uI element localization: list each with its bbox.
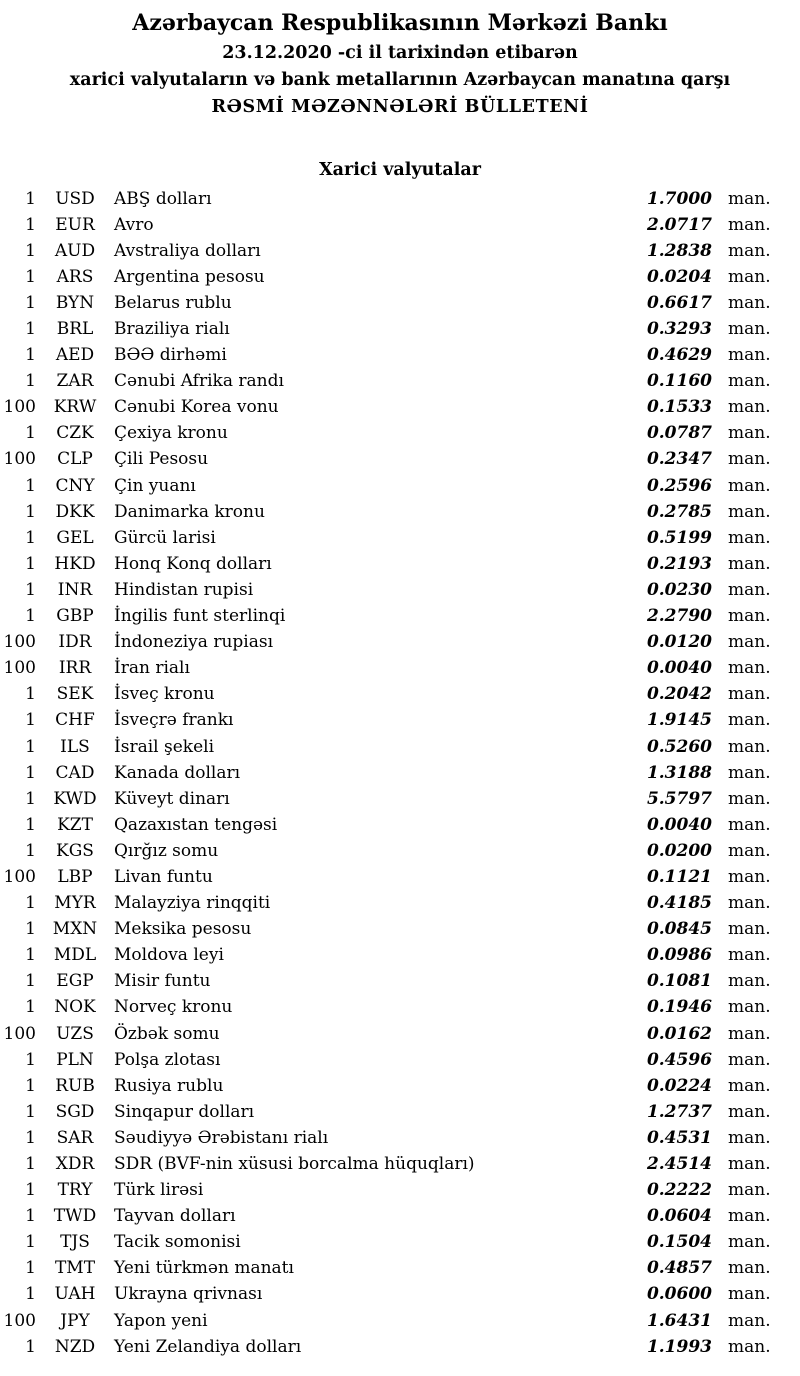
currency-quantity: 100 — [3, 449, 36, 470]
currency-name: Belarus rublu — [114, 292, 232, 313]
currency-name: Kanada dolları — [114, 762, 241, 783]
rate-unit-label: man. — [728, 814, 771, 835]
currency-quantity: 1 — [25, 501, 36, 522]
currency-code: MDL — [53, 945, 97, 966]
rate-row-myr — [0, 891, 772, 917]
rate-value: 0.4857 — [646, 1258, 712, 1279]
currency-quantity: 1 — [25, 606, 36, 627]
currency-quantity: 100 — [3, 658, 36, 679]
rate-unit-label: man. — [728, 1336, 771, 1357]
rate-row-inr — [0, 577, 772, 603]
currency-name: Tacik somonisi — [114, 1232, 241, 1253]
currency-code: KWD — [53, 788, 97, 809]
rate-value: 1.1993 — [646, 1336, 712, 1357]
rate-value: 0.4629 — [646, 345, 712, 366]
rate-row-kzt — [0, 812, 772, 838]
rate-value: 1.6431 — [646, 1310, 712, 1331]
rate-row-jpy — [0, 1308, 772, 1334]
rate-unit-label: man. — [728, 1232, 771, 1253]
rate-value: 5.5797 — [646, 788, 712, 809]
rate-value: 0.1533 — [646, 397, 712, 418]
currency-code: TRY — [57, 1180, 93, 1201]
rate-value: 0.0040 — [646, 658, 712, 679]
currency-name: Səudiyyə Ərəbistanı rialı — [114, 1127, 329, 1148]
currency-code: GEL — [56, 527, 94, 548]
page-title: Azərbaycan Respublikasının Mərkəzi Bankı — [132, 10, 668, 36]
currency-quantity: 1 — [25, 814, 36, 835]
rate-row-mxn — [0, 917, 772, 943]
currency-name: Çili Pesosu — [114, 449, 209, 470]
rate-unit-label: man. — [728, 553, 771, 574]
rate-row-kgs — [0, 838, 772, 864]
currency-code: RUB — [55, 1075, 95, 1096]
currency-quantity: 1 — [25, 527, 36, 548]
currency-code: EUR — [55, 214, 95, 235]
rate-row-sgd — [0, 1099, 772, 1125]
currency-quantity: 1 — [25, 997, 36, 1018]
rate-unit-label: man. — [728, 1154, 771, 1175]
rate-value: 0.1081 — [646, 971, 712, 992]
currency-quantity: 1 — [25, 1284, 36, 1305]
currency-code: EGP — [56, 971, 94, 992]
rate-unit-label: man. — [728, 840, 771, 861]
rate-value: 0.0604 — [646, 1206, 712, 1227]
currency-quantity: 1 — [25, 1154, 36, 1175]
rate-unit-label: man. — [728, 1206, 771, 1227]
currency-name: Misir funtu — [114, 971, 211, 992]
currency-code: USD — [55, 188, 95, 209]
currency-code: GBP — [56, 606, 94, 627]
currency-code: KRW — [53, 397, 97, 418]
rate-value: 0.2785 — [646, 501, 712, 522]
currency-quantity: 1 — [25, 1258, 36, 1279]
rate-unit-label: man. — [728, 736, 771, 757]
rate-row-irr — [0, 656, 772, 682]
rate-row-hkd — [0, 551, 772, 577]
currency-code: SAR — [56, 1127, 94, 1148]
currency-code: CHF — [55, 710, 95, 731]
rate-value: 0.0162 — [646, 1023, 712, 1044]
currency-quantity: 1 — [25, 971, 36, 992]
rate-row-tmt — [0, 1256, 772, 1282]
rate-unit-label: man. — [728, 1258, 771, 1279]
rate-value: 2.4514 — [646, 1154, 712, 1175]
rate-value: 2.0717 — [646, 214, 712, 235]
rate-row-byn — [0, 290, 772, 316]
effective-date-line: 23.12.2020 -ci il tarixindən etibarən — [222, 43, 578, 63]
rate-value: 0.2193 — [646, 553, 712, 574]
rate-row-aed — [0, 343, 772, 369]
currency-quantity: 100 — [3, 632, 36, 653]
rate-value: 0.1160 — [646, 371, 712, 392]
currency-code: CAD — [55, 762, 95, 783]
currency-name: Polşa zlotası — [114, 1049, 221, 1070]
rate-row-gbp — [0, 604, 772, 630]
currency-name: İsveç kronu — [114, 684, 215, 705]
currency-quantity: 1 — [25, 762, 36, 783]
rate-unit-label: man. — [728, 866, 771, 887]
currency-name: Cənubi Korea vonu — [114, 397, 279, 418]
rate-row-kwd — [0, 786, 772, 812]
currency-quantity: 1 — [25, 919, 36, 940]
rate-row-chf — [0, 708, 772, 734]
rate-unit-label: man. — [728, 292, 771, 313]
currency-name: Türk lirəsi — [114, 1180, 204, 1201]
currency-name: SDR (BVF-nin xüsusi borcalma hüquqları) — [114, 1154, 475, 1175]
currency-code: XDR — [55, 1154, 95, 1175]
rate-value: 0.0224 — [646, 1075, 712, 1096]
rate-value: 0.0787 — [646, 423, 712, 444]
rate-unit-label: man. — [728, 919, 771, 940]
currency-name: Argentina pesosu — [114, 266, 265, 287]
currency-quantity: 1 — [25, 423, 36, 444]
currency-quantity: 1 — [25, 292, 36, 313]
rate-row-mdl — [0, 943, 772, 969]
rate-unit-label: man. — [728, 632, 771, 653]
currency-name: Honq Konq dolları — [114, 553, 272, 574]
currency-name: Sinqapur dolları — [114, 1101, 255, 1122]
currency-name: Tayvan dolları — [114, 1206, 236, 1227]
rate-row-dkk — [0, 499, 772, 525]
currency-name: Malayziya rinqqiti — [114, 893, 271, 914]
currency-quantity: 1 — [25, 710, 36, 731]
currency-quantity: 1 — [25, 345, 36, 366]
rate-unit-label: man. — [728, 1049, 771, 1070]
currency-code: AED — [55, 345, 95, 366]
rate-value: 0.2347 — [646, 449, 712, 470]
currency-code: MYR — [54, 893, 96, 914]
currency-name: Yeni türkmən manatı — [114, 1258, 294, 1279]
currency-quantity: 1 — [25, 736, 36, 757]
rate-unit-label: man. — [728, 397, 771, 418]
currency-code: JPY — [60, 1310, 90, 1331]
rate-value: 0.5199 — [646, 527, 712, 548]
currency-name: Livan funtu — [114, 866, 213, 887]
currency-quantity: 1 — [25, 553, 36, 574]
currency-name: Danimarka kronu — [114, 501, 265, 522]
currency-code: TMT — [54, 1258, 96, 1279]
rate-value: 1.3188 — [646, 762, 712, 783]
rate-value: 0.0845 — [646, 919, 712, 940]
currency-code: TWD — [53, 1206, 97, 1227]
currency-name: Ukrayna qrivnası — [114, 1284, 263, 1305]
currency-quantity: 1 — [25, 1049, 36, 1070]
rate-row-pln — [0, 1047, 772, 1073]
currency-quantity: 1 — [25, 1075, 36, 1096]
currency-quantity: 1 — [25, 1180, 36, 1201]
rate-unit-label: man. — [728, 527, 771, 548]
currency-code: NOK — [54, 997, 96, 1018]
currency-quantity: 1 — [25, 1232, 36, 1253]
rate-row-cad — [0, 760, 772, 786]
rate-unit-label: man. — [728, 945, 771, 966]
rate-unit-label: man. — [728, 1023, 771, 1044]
rate-row-twd — [0, 1204, 772, 1230]
rate-unit-label: man. — [728, 1127, 771, 1148]
rate-row-xdr — [0, 1151, 772, 1177]
rate-row-eur — [0, 212, 772, 238]
currency-name: Yapon yeni — [114, 1310, 208, 1331]
rate-value: 1.2838 — [646, 240, 712, 261]
currency-name: Küveyt dinarı — [114, 788, 230, 809]
currency-name: İsveçrə frankı — [114, 710, 234, 731]
rate-row-czk — [0, 421, 772, 447]
currency-quantity: 1 — [25, 579, 36, 600]
rate-value: 1.7000 — [646, 188, 712, 209]
currency-quantity: 1 — [25, 266, 36, 287]
rate-unit-label: man. — [728, 188, 771, 209]
section-title-foreign-currencies: Xarici valyutalar — [319, 160, 481, 180]
rate-unit-label: man. — [728, 423, 771, 444]
rate-value: 0.4596 — [646, 1049, 712, 1070]
currency-code: BYN — [55, 292, 95, 313]
rate-unit-label: man. — [728, 1101, 771, 1122]
rate-value: 0.6617 — [646, 292, 712, 313]
rate-unit-label: man. — [728, 240, 771, 261]
currency-name: BƏƏ dirhəmi — [114, 345, 227, 366]
currency-quantity: 100 — [3, 1023, 36, 1044]
rate-row-krw — [0, 395, 772, 421]
rate-value: 0.1946 — [646, 997, 712, 1018]
rate-unit-label: man. — [728, 1310, 771, 1331]
currency-name: ABŞ dolları — [114, 188, 212, 209]
subtitle-line: xarici valyutaların və bank metallarının Azərbaycan manatına qarşı — [69, 70, 731, 90]
currency-code: UZS — [56, 1023, 94, 1044]
rate-row-uzs — [0, 1021, 772, 1047]
currency-name: Qazaxıstan tengəsi — [114, 814, 278, 835]
rate-row-cny — [0, 473, 772, 499]
currency-code: HKD — [54, 553, 96, 574]
rate-value: 0.2042 — [646, 684, 712, 705]
currency-name: İngilis funt sterlinqi — [114, 606, 286, 627]
rate-row-gel — [0, 525, 772, 551]
currency-name: Avstraliya dolları — [114, 240, 261, 261]
currency-name: Çexiya kronu — [114, 423, 228, 444]
bulletin-title: RƏSMİ MƏZƏNNƏLƏRİ BÜLLETENİ — [211, 97, 589, 117]
rate-unit-label: man. — [728, 710, 771, 731]
currency-quantity: 100 — [3, 397, 36, 418]
rate-row-sar — [0, 1125, 772, 1151]
currency-code: UAH — [54, 1284, 96, 1305]
currency-quantity: 100 — [3, 1310, 36, 1331]
currency-quantity: 1 — [25, 188, 36, 209]
currency-code: SEK — [56, 684, 94, 705]
currency-name: Çin yuanı — [114, 475, 196, 496]
currency-quantity: 100 — [3, 866, 36, 887]
rate-unit-label: man. — [728, 319, 771, 340]
currency-code: IRR — [58, 658, 92, 679]
rate-unit-label: man. — [728, 345, 771, 366]
currency-name: Cənubi Afrika randı — [114, 371, 284, 392]
rate-unit-label: man. — [728, 501, 771, 522]
rate-row-uah — [0, 1282, 772, 1308]
currency-code: NZD — [54, 1336, 96, 1357]
currency-name: Yeni Zelandiya dolları — [114, 1336, 302, 1357]
currency-quantity: 1 — [25, 1127, 36, 1148]
currency-quantity: 1 — [25, 684, 36, 705]
currency-quantity: 1 — [25, 319, 36, 340]
rate-unit-label: man. — [728, 371, 771, 392]
currency-quantity: 1 — [25, 788, 36, 809]
currency-code: CLP — [57, 449, 93, 470]
rate-row-try — [0, 1178, 772, 1204]
rate-unit-label: man. — [728, 1284, 771, 1305]
currency-quantity: 1 — [25, 1336, 36, 1357]
rate-unit-label: man. — [728, 606, 771, 627]
rate-row-ils — [0, 734, 772, 760]
rate-value: 0.1504 — [646, 1232, 712, 1253]
rate-value: 0.5260 — [646, 736, 712, 757]
rate-unit-label: man. — [728, 762, 771, 783]
currency-name: İran rialı — [114, 658, 190, 679]
rate-row-clp — [0, 447, 772, 473]
rate-value: 0.4531 — [646, 1127, 712, 1148]
currency-name: İsrail şekeli — [114, 736, 214, 757]
currency-code: ARS — [56, 266, 94, 287]
currency-name: Özbək somu — [114, 1023, 220, 1044]
currency-quantity: 1 — [25, 214, 36, 235]
currency-name: Norveç kronu — [114, 997, 233, 1018]
rate-row-lbp — [0, 864, 772, 890]
currency-name: Hindistan rupisi — [114, 579, 254, 600]
rate-value: 0.0986 — [646, 945, 712, 966]
rate-unit-label: man. — [728, 893, 771, 914]
rate-row-tjs — [0, 1230, 772, 1256]
currency-code: MXN — [52, 919, 98, 940]
currency-name: Braziliya rialı — [114, 319, 230, 340]
rate-value: 0.0120 — [646, 632, 712, 653]
currency-code: CZK — [56, 423, 94, 444]
rate-unit-label: man. — [728, 658, 771, 679]
currency-quantity: 1 — [25, 240, 36, 261]
currency-code: KZT — [57, 814, 93, 835]
currency-code: LBP — [57, 866, 93, 887]
currency-code: TJS — [60, 1232, 90, 1253]
currency-name: Meksika pesosu — [114, 919, 252, 940]
rate-value: 0.0200 — [646, 840, 712, 861]
rate-unit-label: man. — [728, 1180, 771, 1201]
rate-value: 0.4185 — [646, 893, 712, 914]
rate-unit-label: man. — [728, 684, 771, 705]
rate-unit-label: man. — [728, 214, 771, 235]
currency-quantity: 1 — [25, 945, 36, 966]
currency-code: PLN — [56, 1049, 94, 1070]
currency-code: AUD — [54, 240, 96, 261]
rate-row-nok — [0, 995, 772, 1021]
rate-row-idr — [0, 630, 772, 656]
rate-row-zar — [0, 369, 772, 395]
rate-row-aud — [0, 238, 772, 264]
rate-row-brl — [0, 316, 772, 342]
rate-row-usd — [0, 186, 772, 212]
rate-value: 0.0230 — [646, 579, 712, 600]
currency-name: Rusiya rublu — [114, 1075, 224, 1096]
rate-unit-label: man. — [728, 1075, 771, 1096]
rate-value: 1.2737 — [646, 1101, 712, 1122]
rate-unit-label: man. — [728, 997, 771, 1018]
rate-unit-label: man. — [728, 788, 771, 809]
currency-code: BRL — [56, 319, 94, 340]
currency-code: IDR — [58, 632, 92, 653]
rate-value: 0.0600 — [646, 1284, 712, 1305]
currency-code: ILS — [60, 736, 90, 757]
rate-row-ars — [0, 264, 772, 290]
rate-row-egp — [0, 969, 772, 995]
rate-row-nzd — [0, 1334, 772, 1360]
currency-code: KGS — [56, 840, 94, 861]
rate-value: 0.0204 — [646, 266, 712, 287]
currency-code: INR — [57, 579, 93, 600]
currency-code: SGD — [55, 1101, 95, 1122]
rate-value: 0.1121 — [646, 866, 712, 887]
currency-code: CNY — [55, 475, 95, 496]
currency-quantity: 1 — [25, 893, 36, 914]
currency-code: DKK — [55, 501, 95, 522]
rate-value: 0.2222 — [646, 1180, 712, 1201]
currency-quantity: 1 — [25, 475, 36, 496]
currency-name: Avro — [114, 214, 154, 235]
exchange-rates-table — [0, 186, 800, 1360]
currency-quantity: 1 — [25, 840, 36, 861]
rate-unit-label: man. — [728, 266, 771, 287]
currency-name: Gürcü larisi — [114, 527, 216, 548]
currency-name: Moldova leyi — [114, 945, 224, 966]
rate-row-sek — [0, 682, 772, 708]
currency-name: Qırğız somu — [114, 840, 219, 861]
currency-quantity: 1 — [25, 1206, 36, 1227]
currency-code: ZAR — [56, 371, 94, 392]
rate-unit-label: man. — [728, 971, 771, 992]
rate-row-rub — [0, 1073, 772, 1099]
rate-unit-label: man. — [728, 579, 771, 600]
rate-value: 2.2790 — [646, 606, 712, 627]
rate-value: 0.0040 — [646, 814, 712, 835]
rate-value: 0.3293 — [646, 319, 712, 340]
currency-quantity: 1 — [25, 371, 36, 392]
rate-unit-label: man. — [728, 475, 771, 496]
currency-quantity: 1 — [25, 1101, 36, 1122]
currency-name: İndoneziya rupiası — [114, 632, 274, 653]
rate-value: 1.9145 — [646, 710, 712, 731]
rate-unit-label: man. — [728, 449, 771, 470]
rate-value: 0.2596 — [646, 475, 712, 496]
